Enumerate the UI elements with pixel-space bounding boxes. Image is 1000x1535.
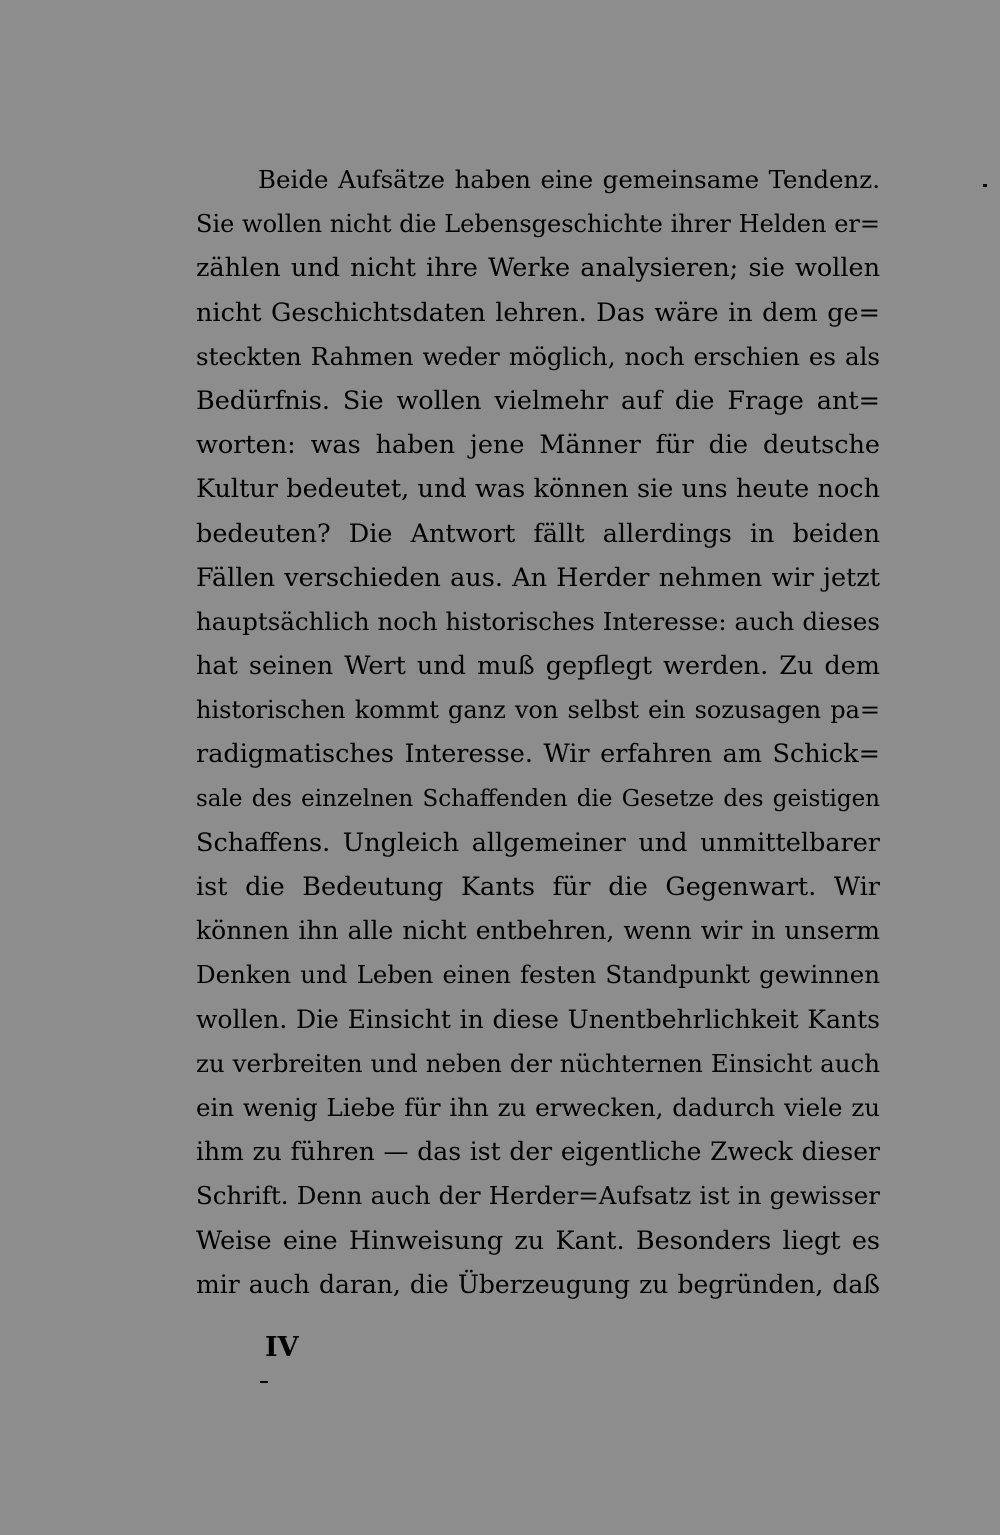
text-line: zu verbreiten und neben der nüchternen Einsicht auch — [196, 1048, 880, 1078]
text-line: historischen kommt ganz von selbst ein sozusagen pa= — [196, 696, 880, 725]
text-line: nicht Geschichtsdaten lehren. Das wäre in dem ge= — [196, 297, 880, 328]
text-line: Weise eine Hinweisung zu Kant. Besonders liegt es — [196, 1225, 880, 1256]
text-line: Schrift. Denn auch der Herder=Aufsatz ist in gewisser — [196, 1181, 880, 1211]
text-line: radigmatisches Interesse. Wir erfahren am Schick= — [196, 739, 880, 770]
text-line: wollen. Die Einsicht in diese Unentbehrlichkeit Kants — [196, 1004, 880, 1034]
page-number: IV — [265, 1332, 299, 1363]
text-line: mir auch daran, die Überzeugung zu begründen, daß — [196, 1269, 880, 1299]
margin-speck — [983, 184, 987, 187]
text-line: steckten Rahmen weder möglich, noch erschien es als — [196, 341, 880, 371]
text-line: hauptsächlich noch historisches Interesse: auch dieses — [196, 606, 880, 636]
text-line: können ihn alle nicht entbehren, wenn wir in unserm — [196, 916, 880, 946]
text-line: Kultur bedeutet, und was können sie uns heute noch — [196, 474, 880, 505]
text-line: hat seinen Wert und muß gepflegt werden. Zu dem — [196, 651, 880, 682]
text-line: bedeuten? Die Antwort fällt allerdings in beiden — [196, 518, 880, 549]
text-line: zählen und nicht ihre Werke analysieren; sie wollen — [196, 253, 880, 284]
text-line: Schaffens. Ungleich allgemeiner und unmittelbarer — [196, 827, 880, 858]
text-line: ist die Bedeutung Kants für die Gegenwart. Wir — [196, 872, 880, 902]
text-line: Fällen verschieden aus. An Herder nehmen wir jetzt — [196, 562, 880, 593]
text-line: Denken und Leben einen festen Standpunkt gewinnen — [196, 960, 880, 990]
text-line: worten: was haben jene Männer für die deutsche — [196, 430, 880, 461]
text-line: Beide Aufsätze haben eine gemeinsame Tendenz. — [258, 165, 880, 194]
text-line: Sie wollen nicht die Lebensgeschichte ihrer Helden er= — [196, 210, 880, 239]
text-line: ihm zu führen — das ist der eigentliche Zweck dieser — [196, 1137, 880, 1167]
text-line: Bedürfnis. Sie wollen vielmehr auf die Frage ant= — [196, 385, 880, 416]
text-line: sale des einzelnen Schaffenden die Gesetze des geistigen — [196, 785, 880, 812]
footer-dash — [260, 1381, 268, 1383]
text-line: ein wenig Liebe für ihn zu erwecken, dadurch viele zu — [196, 1092, 880, 1122]
body-text — [196, 158, 880, 1307]
